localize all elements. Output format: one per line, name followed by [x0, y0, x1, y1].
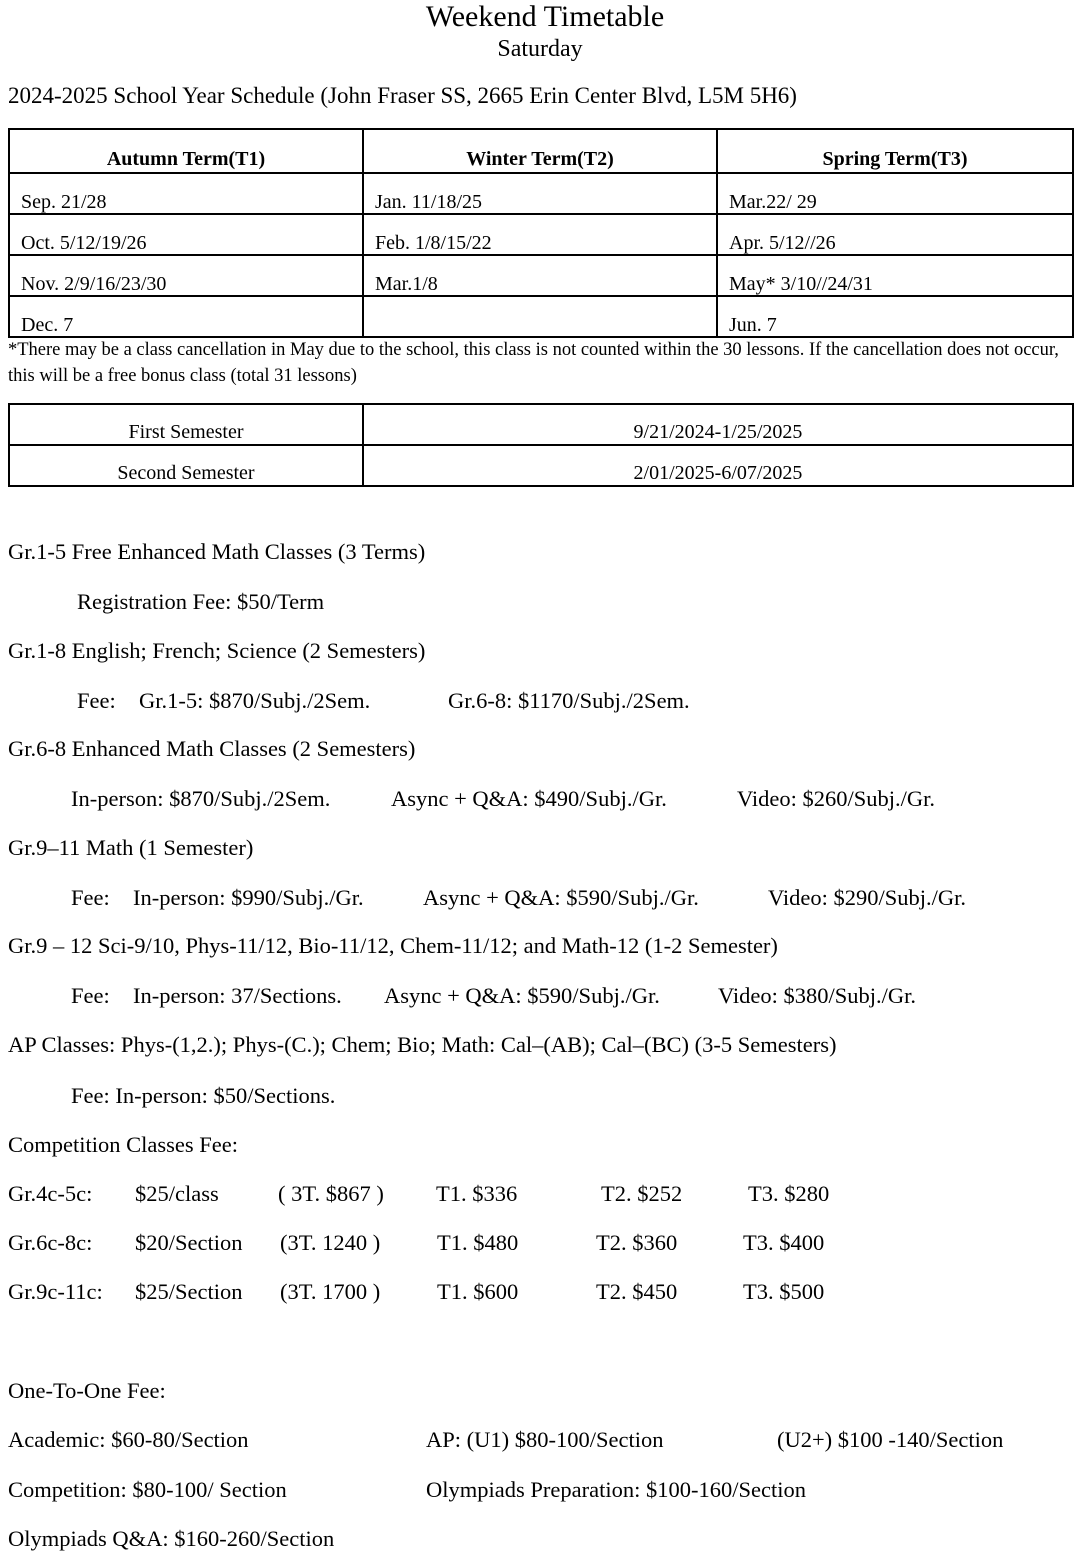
table-cell: Sep. 21/28 — [9, 173, 363, 214]
page-subtitle: Saturday — [497, 36, 583, 62]
term-header-autumn: Autumn Term(T1) — [9, 129, 363, 173]
one-to-one-fee: Olympiads Preparation: $100-160/Section — [426, 1477, 806, 1502]
table-row — [9, 255, 1073, 296]
one-to-one-fee: (U2+) $100 -140/Section — [777, 1427, 1004, 1452]
competition-t2: T2. $360 — [596, 1230, 678, 1255]
program-title: Gr.6-8 Enhanced Math Classes (2 Semesters) — [8, 736, 416, 761]
competition-t1: T1. $600 — [437, 1279, 519, 1304]
table-cell: Feb. 1/8/15/22 — [363, 214, 717, 255]
table-cell: Dec. 7 — [9, 296, 363, 337]
program-fee: Registration Fee: $50/Term — [77, 589, 325, 614]
competition-grade: Gr.6c-8c: — [8, 1230, 93, 1255]
program-fee: Video: $290/Subj./Gr. — [768, 885, 967, 910]
competition-t3: T3. $280 — [748, 1181, 830, 1206]
program-fee: In-person: 37/Sections. — [133, 983, 342, 1008]
program-title: AP Classes: Phys-(1,2.); Phys-(C.); Chem; Bio; Math: Cal–(AB); Cal–(BC) (3-5 Semesters) — [8, 1032, 837, 1057]
one-to-one-fee: Olympiads Q&A: $160-260/Section — [8, 1526, 335, 1551]
table-cell: May* 3/10//24/31 — [717, 255, 1073, 296]
table-row — [9, 404, 1073, 445]
semester-range: 2/01/2025-6/07/2025 — [363, 445, 1073, 486]
competition-total: ( 3T. $867 ) — [278, 1181, 384, 1206]
page-title: Weekend Timetable — [425, 0, 665, 33]
semester-label: First Semester — [9, 404, 363, 445]
competition-t3: T3. $500 — [743, 1279, 825, 1304]
program-fee: Fee: In-person: $50/Sections. — [71, 1083, 336, 1108]
table-row — [9, 214, 1073, 255]
program-fee-label: Fee: — [71, 983, 110, 1008]
program-title: Gr.9 – 12 Sci-9/10, Phys-11/12, Bio-11/12, Chem-11/12; and Math-12 (1-2 Semester) — [8, 933, 778, 958]
competition-t2: T2. $450 — [596, 1279, 678, 1304]
table-row — [9, 173, 1073, 214]
school-year-line: 2024-2025 School Year Schedule (John Fraser SS, 2665 Erin Center Blvd, L5M 5H6) — [8, 83, 797, 108]
program-fee: Video: $260/Subj./Gr. — [737, 786, 936, 811]
program-title: Gr.9–11 Math (1 Semester) — [8, 835, 254, 860]
semester-label: Second Semester — [9, 445, 363, 486]
competition-t1: T1. $480 — [437, 1230, 519, 1255]
table-cell: Mar.22/ 29 — [717, 173, 1073, 214]
competition-total: (3T. 1240 ) — [280, 1230, 381, 1255]
one-to-one-title: One-To-One Fee: — [8, 1378, 166, 1403]
semester-range: 9/21/2024-1/25/2025 — [363, 404, 1073, 445]
table-cell: Jan. 11/18/25 — [363, 173, 717, 214]
competition-grade: Gr.4c-5c: — [8, 1181, 93, 1206]
program-fee: In-person: $870/Subj./2Sem. — [71, 786, 331, 811]
one-to-one-fee: Academic: $60-80/Section — [8, 1427, 249, 1452]
competition-t3: T3. $400 — [743, 1230, 825, 1255]
term-schedule-table — [8, 128, 1074, 338]
program-fee: Gr.1-5: $870/Subj./2Sem. — [139, 688, 371, 713]
table-cell: Mar.1/8 — [363, 255, 717, 296]
competition-rate: $25/Section — [135, 1279, 243, 1304]
term-header-winter: Winter Term(T2) — [363, 129, 717, 173]
program-fee-label: Fee: — [77, 688, 116, 713]
term-header-spring: Spring Term(T3) — [717, 129, 1073, 173]
one-to-one-fee: AP: (U1) $80-100/Section — [426, 1427, 664, 1452]
program-fee: Async + Q&A: $490/Subj./Gr. — [391, 786, 667, 811]
table-row — [9, 296, 1073, 337]
table-cell — [363, 296, 717, 337]
program-fee: Video: $380/Subj./Gr. — [718, 983, 917, 1008]
program-title: Gr.1-5 Free Enhanced Math Classes (3 Terms) — [8, 539, 426, 564]
program-fee-label: Fee: — [71, 885, 110, 910]
semester-table — [8, 403, 1074, 487]
table-cell: Apr. 5/12//26 — [717, 214, 1073, 255]
competition-title: Competition Classes Fee: — [8, 1132, 238, 1157]
table-row — [9, 445, 1073, 486]
table-cell: Oct. 5/12/19/26 — [9, 214, 363, 255]
competition-rate: $25/class — [135, 1181, 219, 1206]
program-fee: Async + Q&A: $590/Subj./Gr. — [423, 885, 699, 910]
program-title: Gr.1-8 English; French; Science (2 Semesters) — [8, 638, 426, 663]
program-fee: Gr.6-8: $1170/Subj./2Sem. — [448, 688, 690, 713]
table-cell: Nov. 2/9/16/23/30 — [9, 255, 363, 296]
competition-t1: T1. $336 — [436, 1181, 518, 1206]
program-fee: Async + Q&A: $590/Subj./Gr. — [384, 983, 660, 1008]
table-header-row — [9, 129, 1073, 173]
competition-total: (3T. 1700 ) — [280, 1279, 381, 1304]
cancellation-footnote: *There may be a class cancellation in May due to the school, this class is not counted within the 30 lessons. If the cancellation does not occur, this will be a free bonus class (total 31 lessons) — [8, 340, 1059, 386]
competition-t2: T2. $252 — [601, 1181, 683, 1206]
competition-grade: Gr.9c-11c: — [8, 1279, 103, 1304]
program-fee: In-person: $990/Subj./Gr. — [133, 885, 364, 910]
competition-rate: $20/Section — [135, 1230, 243, 1255]
one-to-one-fee: Competition: $80-100/ Section — [8, 1477, 287, 1502]
table-cell: Jun. 7 — [717, 296, 1073, 337]
